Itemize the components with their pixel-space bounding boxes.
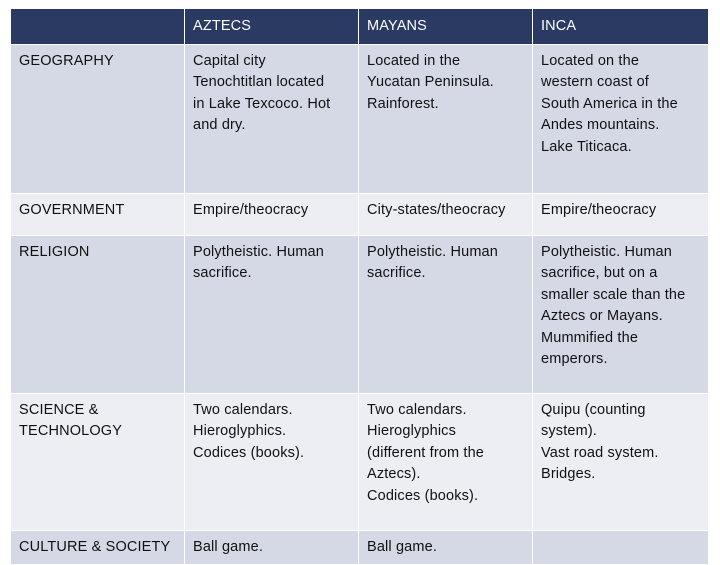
table-row-geography: [11, 44, 709, 193]
row-label: GEOGRAPHY: [11, 44, 185, 193]
table-row-government: [11, 193, 709, 235]
table-row-culture-society: [11, 530, 709, 565]
comparison-table: [10, 8, 709, 565]
row-label: CULTURE & SOCIETY: [11, 530, 185, 565]
header-row: [11, 9, 709, 45]
table-cell: City-states/theocracy: [359, 193, 533, 235]
row-label: SCIENCE & TECHNOLOGY: [11, 393, 185, 530]
table-cell: Empire/theocracy: [185, 193, 359, 235]
table-cell: Two calendars. Hieroglyphics. Codices (books).: [185, 393, 359, 530]
table-cell: Quipu (counting system). Vast road system. Bridges.: [533, 393, 709, 530]
header-cell-inca: INCA: [533, 9, 709, 45]
row-label: GOVERNMENT: [11, 193, 185, 235]
table-row-science-technology: [11, 393, 709, 530]
table-cell: Polytheistic. Human sacrifice.: [359, 235, 533, 393]
table-cell: [533, 530, 709, 565]
table-cell: Two calendars. Hieroglyphics (different from the Aztecs). Codices (books).: [359, 393, 533, 530]
table-cell: Polytheistic. Human sacrifice, but on a smaller scale than the Aztecs or Mayans. Mummified the emperors.: [533, 235, 709, 393]
row-label: RELIGION: [11, 235, 185, 393]
table-row-religion: [11, 235, 709, 393]
table-cell: Ball game.: [185, 530, 359, 565]
table-cell: Empire/theocracy: [533, 193, 709, 235]
table-cell: Capital city Tenochtitlan located in Lake Texcoco. Hot and dry.: [185, 44, 359, 193]
header-cell-aztecs: AZTECS: [185, 9, 359, 45]
table-cell: Located on the western coast of South America in the Andes mountains. Lake Titicaca.: [533, 44, 709, 193]
header-cell-corner: [11, 9, 185, 45]
header-cell-mayans: MAYANS: [359, 9, 533, 45]
table-cell: Located in the Yucatan Peninsula. Rainforest.: [359, 44, 533, 193]
table-cell: Polytheistic. Human sacrifice.: [185, 235, 359, 393]
table-cell: Ball game.: [359, 530, 533, 565]
